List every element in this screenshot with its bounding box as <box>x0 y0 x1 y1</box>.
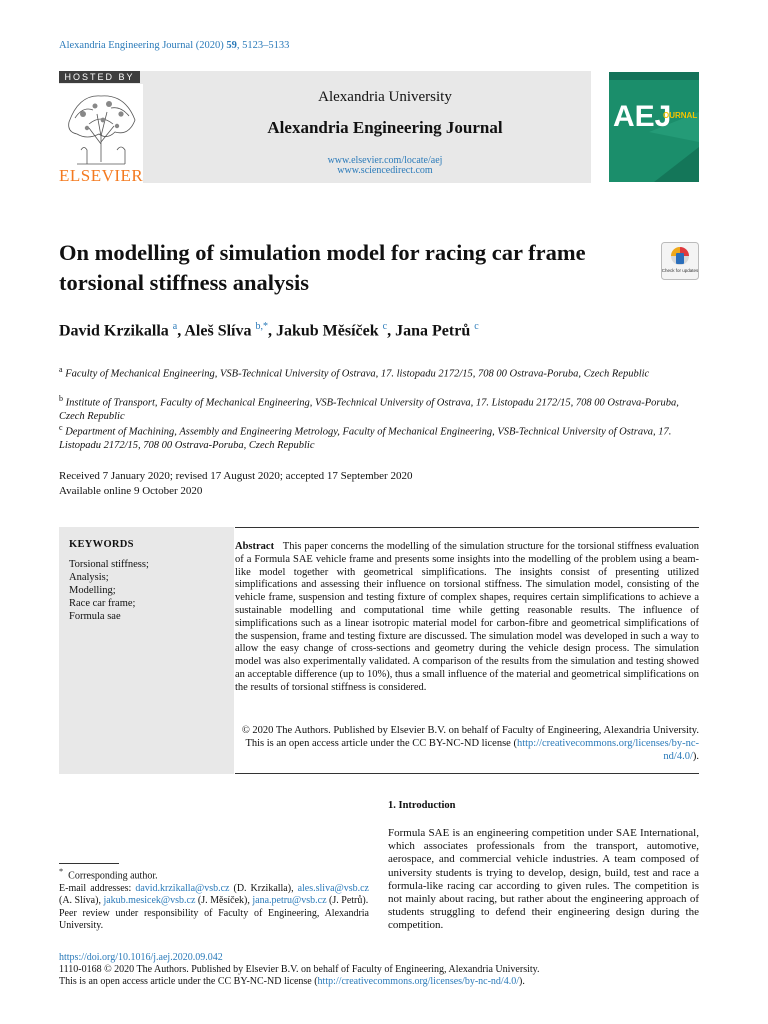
corresponding-author-text: Corresponding author. <box>68 870 158 882</box>
footnote-block <box>59 866 369 932</box>
author-name: Jakub Měsíček <box>275 322 379 340</box>
email-link[interactable]: ales.sliva@vsb.cz <box>297 882 369 894</box>
oa-suffix: ). <box>518 976 525 987</box>
open-access-note <box>59 976 525 987</box>
citation-pages: , 5123–5133 <box>236 40 290 51</box>
affiliation-text: Department of Machining, Assembly and Engineering Metrology, Faculty of Mechanical Engineering, VSB-Technical University of Ostrava, 17. Listopadu 2172/15, 708 00 Ostrava-Poruba, Czech Republic <box>59 426 672 451</box>
author-affiliation-mark[interactable]: a <box>172 321 178 332</box>
abstract-label: Abstract <box>235 541 275 552</box>
author-affiliation-mark[interactable]: c <box>382 321 388 332</box>
journal-name: Alexandria Engineering Journal <box>267 118 503 137</box>
abstract-paragraph <box>235 541 699 695</box>
keyword-item: Formula sae <box>69 611 121 622</box>
author-name: David Krzikalla <box>59 322 169 340</box>
journal-cover-art <box>609 72 699 182</box>
affiliation-mark: c <box>59 423 63 432</box>
journal-cover-image <box>609 72 699 182</box>
corresponding-author-note <box>59 866 369 883</box>
section-heading-introduction: 1. Introduction <box>388 800 456 811</box>
email-link[interactable]: david.krzikalla@vsb.cz <box>135 882 230 894</box>
affiliation-mark: a <box>59 365 63 374</box>
author-affiliation-mark[interactable]: c <box>474 321 479 332</box>
abstract-copyright <box>235 725 699 763</box>
author-affiliation-mark[interactable]: b,* <box>255 321 268 332</box>
journal-citation[interactable] <box>59 40 289 51</box>
affiliation-mark: b <box>59 394 63 403</box>
keyword-item: Torsional stiffness; <box>69 559 149 570</box>
elsevier-wordmark: ELSEVIER <box>59 166 144 185</box>
copyright-end: ). <box>692 750 699 762</box>
article-title: On modelling of simulation model for racing car frame torsional stiffness analysis <box>59 240 586 295</box>
journal-url-elsevier[interactable]: www.elsevier.com/locate/aej <box>327 155 443 166</box>
oa-license-link[interactable]: http://creativecommons.org/licenses/by-nc-nd/4.0/ <box>317 976 519 987</box>
author-name: Aleš Slíva <box>184 322 252 340</box>
check-for-updates-icon[interactable] <box>661 242 699 280</box>
abstract-bottom-rule <box>235 773 699 774</box>
affiliation-c <box>59 421 699 452</box>
affiliation-text: Institute of Transport, Faculty of Mechanical Engineering, VSB-Technical University of Ostrava, 17. Listopadu 2172/15, 708 00 Ostrava-Poruba, Czech Republic <box>59 397 679 422</box>
cover-letters: AEJ <box>613 100 672 133</box>
email-owner: (A. Slíva), <box>59 895 104 907</box>
email-label: E-mail addresses: <box>59 882 136 894</box>
keywords-title: KEYWORDS <box>69 539 134 550</box>
issn-copyright: 1110-0168 © 2020 The Authors. Published by Elsevier B.V. on behalf of Faculty of Engineering, Alexandria University. <box>59 964 540 975</box>
footnote-rule <box>59 863 119 864</box>
footnote-star: * <box>59 867 64 876</box>
doi-link[interactable]: https://doi.org/10.1016/j.aej.2020.09.042 <box>59 952 223 963</box>
email-link[interactable]: jana.petru@vsb.cz <box>252 895 327 907</box>
author-name: Jana Petrů <box>395 322 471 340</box>
journal-url-sciencedirect[interactable]: www.sciencedirect.com <box>337 165 433 176</box>
citation-journal: Alexandria Engineering Journal (2020) <box>59 40 227 51</box>
email-link[interactable]: jakub.mesicek@vsb.cz <box>103 895 196 907</box>
keyword-item: Analysis; <box>69 572 109 583</box>
keyword-item: Modelling; <box>69 585 116 596</box>
abstract-text: This paper concerns the modelling of the simulation structure for the torsional stiffness evaluation of a Formula SAE vehicle frame and presents some insights into the modelling of the problem using a beam-like model together with geometrical simplifications. The insights consist of presenting utilized simplifications and assessing their influence on torsional stiffness. The simulation model, consisting of the vehicle frame, suspension and testing fixture of complex shapes, requires certain simplifications to achieve a sustainable modelling and computational time while getting reasonable results. The influence of simplifications such as a linear isotropic material model for carbon-fibre and geometrical simplifications of the suspension, frame and testing fixture are discussed. The simulation model was developed in such a way to allow the easy change of cross-sections and geometry during the vehicle design process. The simulation model was also experimentally validated. A comparison of the results from the simulation and testing showed an acceptable difference (up to 10%), thus a small influence of the material and geometrical simplifications on the results of torsional stiffness is considered. <box>235 541 700 693</box>
peer-review-note: Peer review under responsibility of Faculty of Engineering, Alexandria University. <box>59 907 369 931</box>
oa-prefix: This is an open access article under the CC BY-NC-ND license ( <box>59 976 318 987</box>
available-online-date: Available online 9 October 2020 <box>59 485 203 497</box>
keyword-item: Race car frame; <box>69 598 136 609</box>
license-link[interactable]: http://creativecommons.org/licenses/by-nc-nd/4.0/ <box>516 737 699 762</box>
email-owner: (D. Krzikalla), <box>229 882 298 894</box>
received-dates: Received 7 January 2020; revised 17 August 2020; accepted 17 September 2020 <box>59 470 413 482</box>
email-owner: (J. Petrů). <box>326 895 369 907</box>
cover-word: OURNAL <box>663 111 698 120</box>
hosted-by-label: HOSTED BY <box>59 71 140 83</box>
author-list: David Krzikalla $^a$, Aleš Slíva $^{b,*}$, Jakub Měsíček $^c$, Jana Petrů $^c$ <box>59 321 479 340</box>
copyright-text: © 2020 The Authors. Published by Elsevier B.V. on behalf of Faculty of Engineering, Alexandria University. This is an open access article under the CC BY-NC-ND license ( <box>241 725 699 749</box>
citation-volume: 59 <box>226 40 237 51</box>
introduction-paragraph: Formula SAE is an engineering competition under SAE International, which associates professionals from the transport, automotive, aerospace, and commercial vehicle industries. A team composed of university students is trying to develop, design, build, test and race a formula-like racing car according to given rules. The competition is not mainly about racing, but rather about the engineering approach of students struggling to defend their engineering design during the competition. <box>388 827 699 932</box>
affiliation-text: Faculty of Mechanical Engineering, VSB-Technical University of Ostrava, 17. listopadu 2172/15, 708 00 Ostrava-Poruba, Czech Republic <box>65 368 650 380</box>
university-name: Alexandria University <box>318 89 452 105</box>
affiliation-a <box>59 363 699 381</box>
email-owner: (J. Měsíček), <box>195 895 253 907</box>
abstract-top-rule <box>235 527 699 528</box>
affiliation-b <box>59 392 699 423</box>
email-addresses <box>59 883 369 908</box>
crossmark-label: Check for updates <box>661 268 699 273</box>
